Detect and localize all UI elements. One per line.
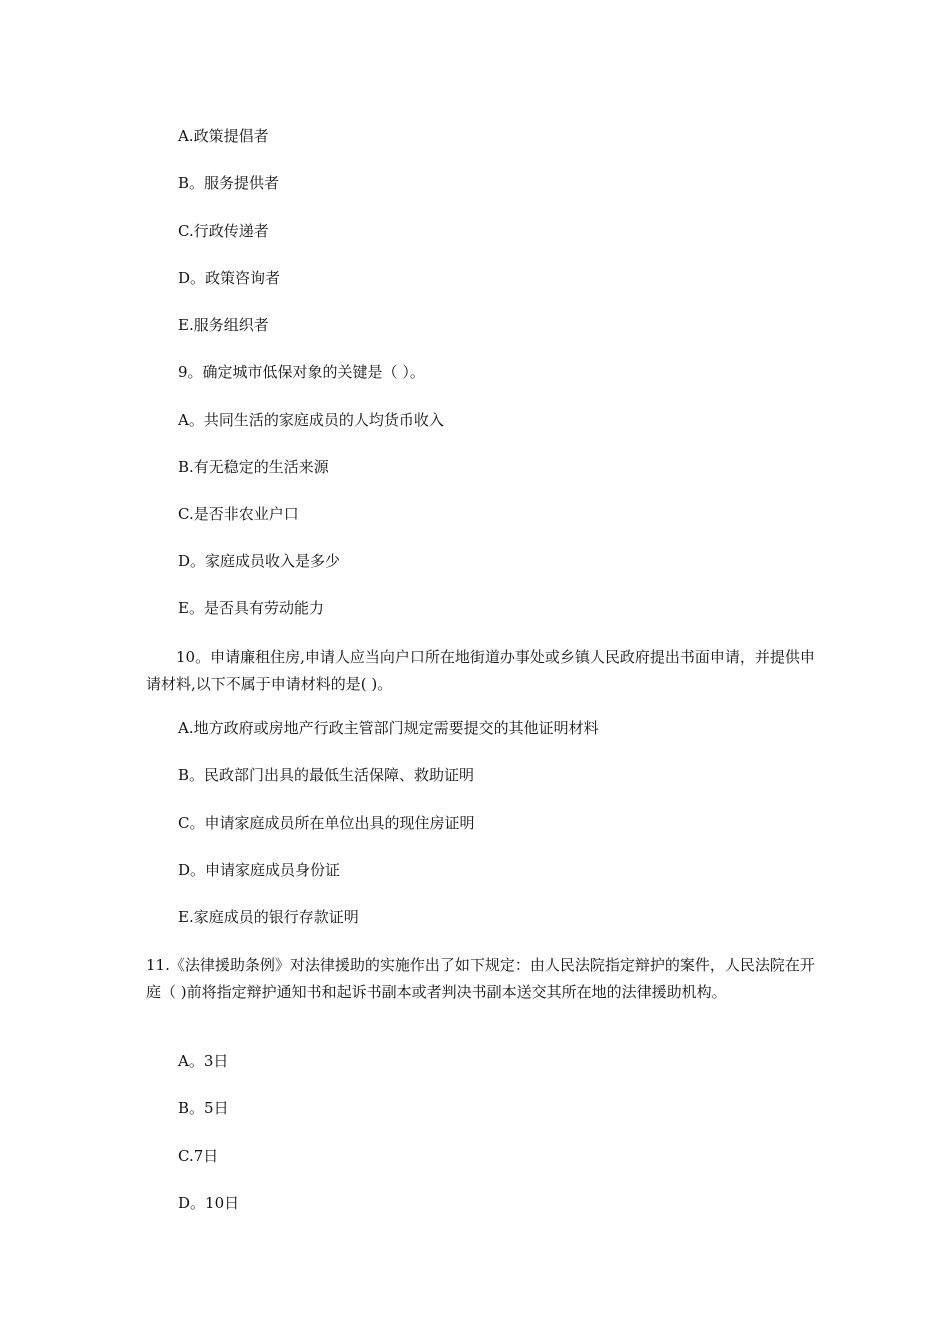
q8-option-c: C.行政传递者 bbox=[178, 222, 269, 240]
q9-option-b: B.有无稳定的生活来源 bbox=[178, 458, 329, 476]
q9-option-e: E。是否具有劳动能力 bbox=[178, 599, 324, 617]
q9-option-d: D。家庭成员收入是多少 bbox=[178, 552, 341, 570]
q9-question: 9。确定城市低保对象的关键是（ ）。 bbox=[178, 363, 425, 381]
q8-option-e: E.服务组织者 bbox=[178, 316, 269, 334]
q11-option-c: C.7日 bbox=[178, 1147, 219, 1165]
q11-question: 11.《法律援助条例》对法律援助的实施作出了如下规定：由人民法院指定辩护的案件，人民法院在开庭（ )前将指定辩护通知书和起诉书副本或者判决书副本送交其所在地的法律援助机构。 bbox=[146, 956, 815, 1001]
q10-option-c: C。申请家庭成员所在单位出具的现住房证明 bbox=[178, 814, 475, 832]
q8-option-b: B。服务提供者 bbox=[178, 174, 280, 192]
q10-option-a: A.地方政府或房地产行政主管部门规定需要提交的其他证明材料 bbox=[178, 719, 599, 737]
q10-option-e: E.家庭成员的银行存款证明 bbox=[178, 908, 359, 926]
q11-option-b: B。5日 bbox=[178, 1099, 229, 1117]
q9-option-c: C.是否非农业户口 bbox=[178, 505, 299, 523]
q9-option-a: A。共同生活的家庭成员的人均货币收入 bbox=[178, 411, 444, 429]
q10-option-b: B。民政部门出具的最低生活保障、救助证明 bbox=[178, 766, 475, 784]
q11-option-a: A。3日 bbox=[178, 1052, 229, 1070]
q10-option-d: D。申请家庭成员身份证 bbox=[178, 861, 341, 879]
q8-option-d: D。政策咨询者 bbox=[178, 269, 281, 287]
q8-option-a: A.政策提倡者 bbox=[178, 127, 269, 145]
q10-question: 10。申请廉租住房,申请人应当向户口所在地街道办事处或乡镇人民政府提出书面申请，并提供申请材料,以下不属于申请材料的是( )。 bbox=[146, 648, 815, 693]
q11-option-d: D。10日 bbox=[178, 1194, 240, 1212]
